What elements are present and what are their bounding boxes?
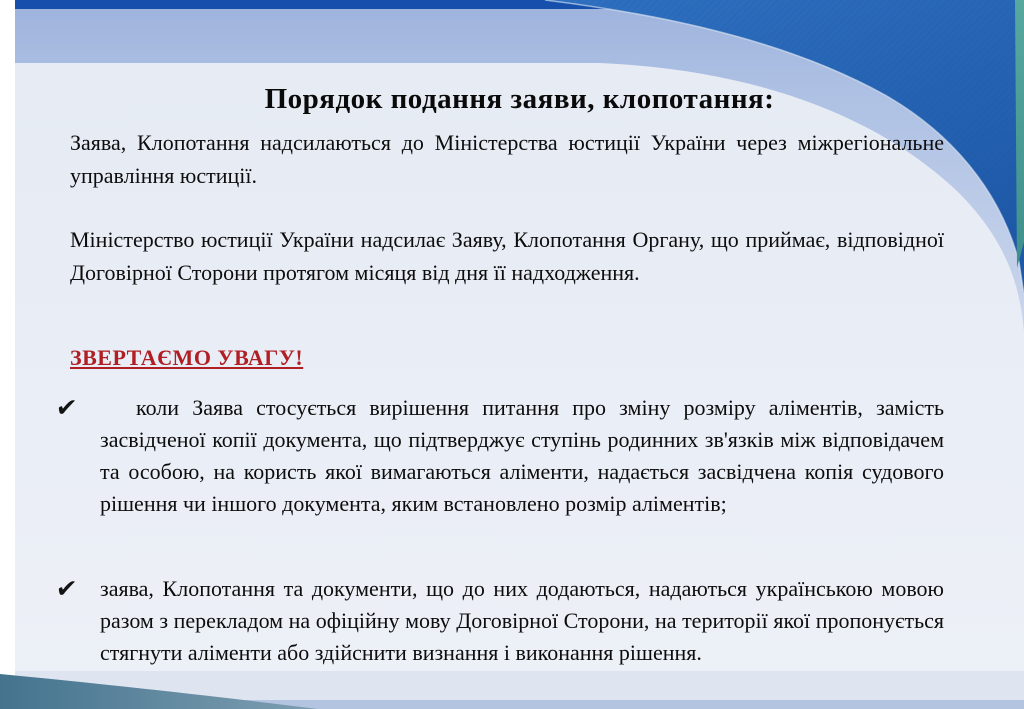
- bullet-text: заява, Клопотання та документи, що до них додаються, надаються українською мовою разом з перекладом на офіційну мову Договірної Сторони, на території якої пропонується стягнути аліменти або здійснити визнання і виконання рішення.: [100, 576, 944, 665]
- paragraph-submission: Заява, Клопотання надсилаються до Міністерства юстиції України через міжрегіональне управління юстиції.: [70, 130, 944, 188]
- bullet-text: коли Заява стосується вирішення питання про зміну розміру аліментів, замість засвідченої копії документа, що підтверджує ступінь родинних зв'язків між відповідачем та особою, на користь якої вимагаються аліменти, надається засвідчена копія судового рішення чи іншого документа, яким встановлено розмір аліментів;: [100, 395, 944, 516]
- bullet-item-alimony-copy: [54, 392, 944, 520]
- paragraph-ministry: Міністерство юстиції України надсилає Заяву, Клопотання Органу, що приймає, відповідної Договірної Сторони протягом місяця від дня її надходження.: [70, 227, 944, 285]
- checkmark-icon: ✔: [54, 574, 79, 603]
- attention-heading: ЗВЕРТАЄМО УВАГУ!: [70, 345, 304, 370]
- checkmark-icon: ✔: [54, 393, 79, 422]
- slide-title: Порядок подання заяви, клопотання:: [264, 83, 775, 116]
- bullet-item-translation: [54, 573, 944, 669]
